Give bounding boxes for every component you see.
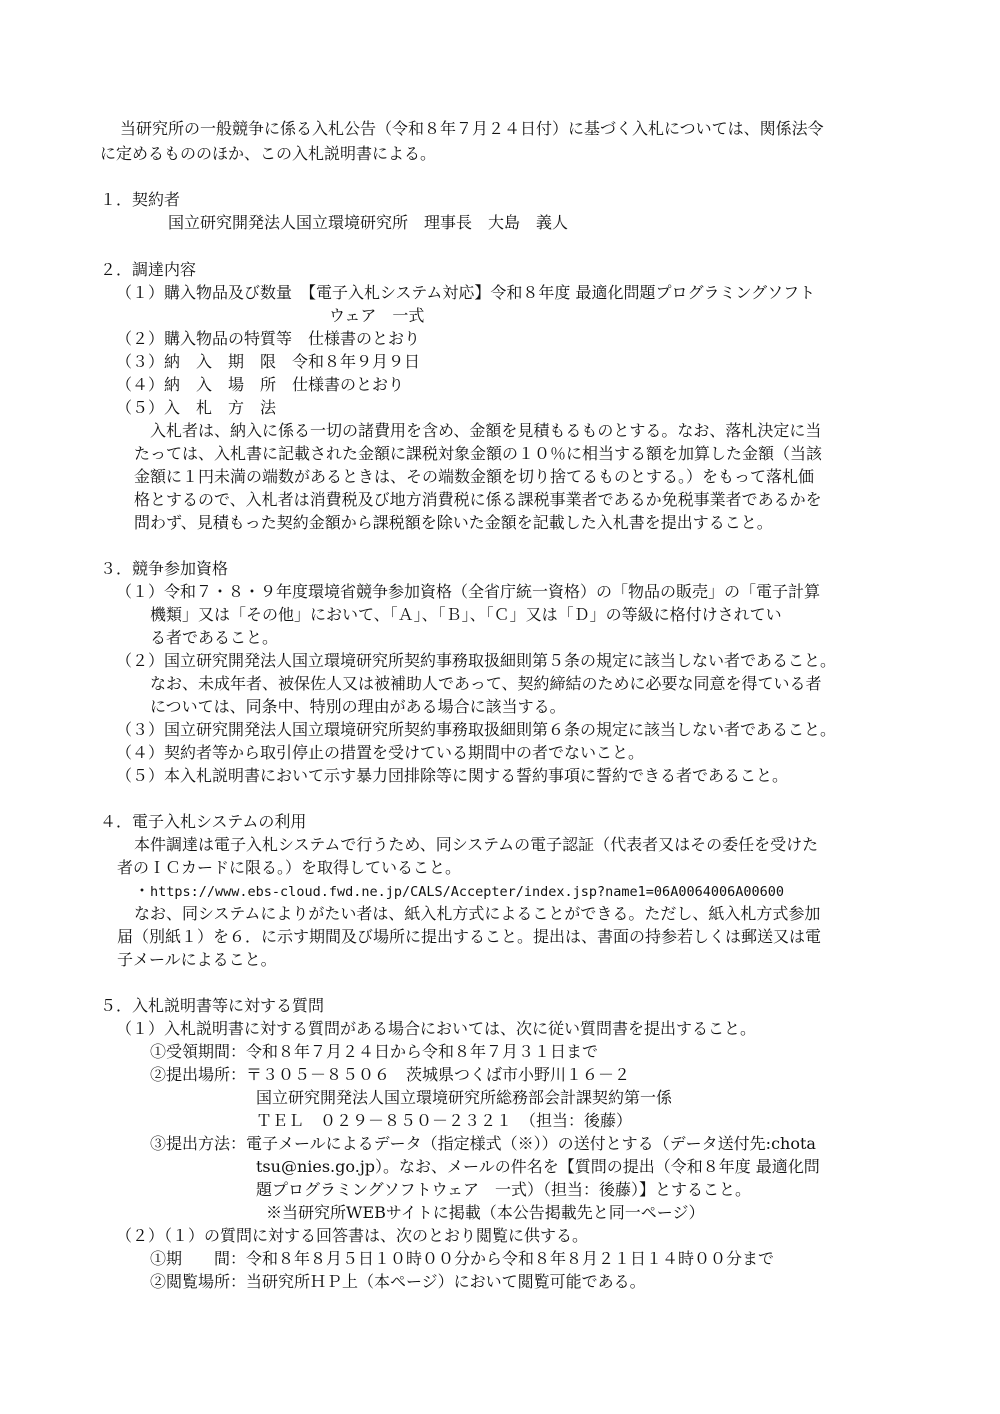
procurement-item-1: （１）購入物品及び数量 【電子入札システム対応】令和８年度 最適化問題プログラミングソフト [116,283,816,302]
section-2-heading: ２．調達内容 [100,260,197,279]
question-method-2: tsu@nies.go.jp）。なお、メールの件名を【質問の提出（令和８年度 最適化問 [256,1157,820,1176]
question-period: ①受領期間：令和８年７月２４日から令和８年７月３１日まで [150,1042,599,1061]
bullet: ・ [134,881,151,900]
answer-period: ①期 間：令和８年８月５日１０時００分から令和８年８月２１日１４時００分まで [150,1249,775,1268]
procurement-item-3: （３）納 入 期 限 令和８年９月９日 [116,352,421,371]
ebid-line-2: 者のＩＣカードに限る。）を取得していること。 [117,858,462,877]
bid-method-line-4: 格とするので、入札者は消費税及び地方消費税に係る課税事業者であるか免税事業者であるかを [134,490,822,509]
qualification-2-cont-2: については、同条中、特別の理由がある場合に該当する。 [150,697,566,716]
qualification-1: （１）令和７・８・９年度環境省競争参加資格（全省庁統一資格）の「物品の販売」の「電子計算 [116,582,821,601]
question-method-3: 題プログラミングソフトウェア 一式）（担当：後藤）】とすること。 [256,1180,752,1199]
paper-bid-line-1: なお、同システムによりがたい者は、紙入札方式によることができる。ただし、紙入札方式参加 [134,904,821,923]
qualification-5: （５）本入札説明書において示す暴力団排除等に関する誓約事項に誓約できる者であること。 [116,766,789,785]
procurement-item-1-cont: ウェア 一式 [329,306,425,325]
ebid-url-line [134,880,784,903]
answer-place: ②閲覧場所：当研究所ＨＰ上（本ページ）において閲覧可能である。 [150,1272,646,1291]
question-method-note: ※当研究所WEBサイトに掲載（本公告掲載先と同一ページ） [266,1203,705,1222]
question-place: ②提出場所：〒３０５－８５０６ 茨城県つくば市小野川１６－２ [150,1065,631,1084]
question-item-1: （１）入札説明書に対する質問がある場合においては、次に従い質問書を提出すること。 [116,1019,757,1038]
section-5-heading: ５．入札説明書等に対する質問 [100,996,325,1015]
section-4-heading: ４．電子入札システムの利用 [100,812,307,831]
question-place-org: 国立研究開発法人国立環境研究所総務部会計課契約第一係 [256,1088,673,1107]
bid-method-line-1: 入札者は、納入に係る一切の諸費用を含め、金額を見積もるものとする。なお、落札決定に当 [150,421,822,440]
procurement-item-2: （２）購入物品の特質等 仕様書のとおり [116,329,421,348]
intro-line-2: に定めるもののほか、この入札説明書による。 [100,144,437,163]
ebid-system-link[interactable]: https://www.ebs-cloud.fwd.ne.jp/CALS/Accepter/index.jsp?name1=06A0064006A00600 [150,884,784,900]
question-item-2: （２）（１）の質問に対する回答書は、次のとおり閲覧に供する。 [116,1226,589,1245]
qualification-2-cont-1: なお、未成年者、被保佐人又は被補助人であって、契約締結のために必要な同意を得ている者 [150,674,822,693]
bid-method-line-5: 問わず、見積もった契約金額から課税額を除いた金額を記載した入札書を提出すること。 [134,513,773,532]
paper-bid-line-3: 子メールによること。 [117,950,277,969]
qualification-3: （３）国立研究開発法人国立環境研究所契約事務取扱細則第６条の規定に該当しない者であること。 [116,720,837,739]
section-3-heading: ３．競争参加資格 [100,559,229,578]
qualification-2: （２）国立研究開発法人国立環境研究所契約事務取扱細則第５条の規定に該当しない者であること。 [116,651,837,670]
procurement-item-5: （５）入 札 方 法 [116,398,277,417]
bid-method-line-2: たっては、入札書に記載された金額に課税対象金額の１０％に相当する額を加算した金額（当該 [134,444,823,463]
question-place-tel: ＴＥＬ ０２９－８５０－２３２１ （担当：後藤） [256,1111,633,1130]
question-method-1: ③提出方法：電子メールによるデータ（指定様式（※））の送付とする（データ送付先:chota [150,1134,816,1153]
contractor-name: 国立研究開発法人国立環境研究所 理事長 大島 義人 [168,213,569,232]
paper-bid-line-2: 届（別紙１）を６．に示す期間及び場所に提出すること。提出は、書面の持参若しくは郵送又は電 [117,927,822,946]
bid-method-line-3: 金額に１円未満の端数があるときは、その端数金額を切り捨てるものとする。）をもって落札価 [134,467,815,486]
section-1-heading: １．契約者 [100,190,181,209]
intro-line-1: 当研究所の一般競争に係る入札公告（令和８年７月２４日付）に基づく入札については、関係法令 [120,119,824,138]
procurement-item-4: （４）納 入 場 所 仕様書のとおり [116,375,405,394]
qualification-4: （４）契約者等から取引停止の措置を受けている期間中の者でないこと。 [116,743,645,762]
ebid-line-1: 本件調達は電子入札システムで行うため、同システムの電子認証（代表者又はその委任を受けた [134,835,819,854]
qualification-1-cont-2: る者であること。 [150,628,279,647]
qualification-1-cont-1: 機類」又は「その他」において、「Ａ」、「Ｂ」、「Ｃ」又は「Ｄ」の等級に格付けされてい [150,605,782,624]
